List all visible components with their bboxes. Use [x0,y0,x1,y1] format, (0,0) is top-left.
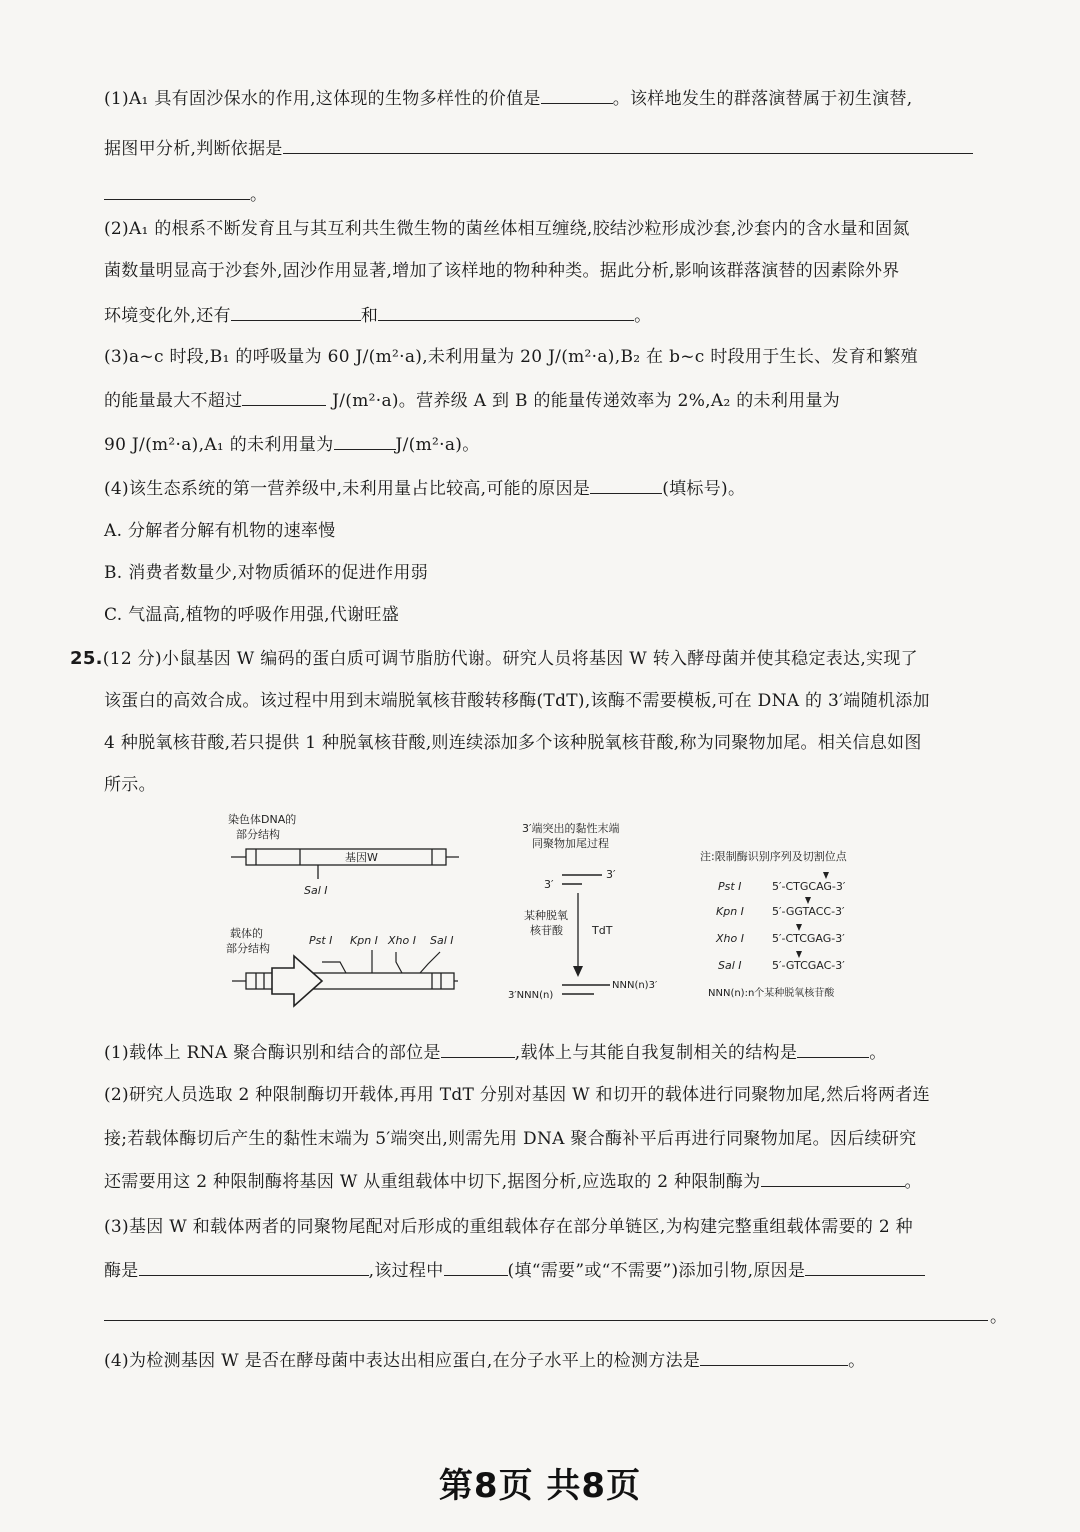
enzyme-pst-name: Pst Ⅰ [718,880,742,893]
chrom-label-2: 部分结构 [236,828,280,841]
q25-line4: 所示。 [104,775,156,795]
tail-title-2: 同聚物加尾过程 [532,837,609,850]
tdt-label: TdT [592,924,613,937]
vector-sal-site [420,952,440,973]
enzyme-xho-seq: 5′-CTCGAG-3′ [772,932,845,945]
q25-p2-line2: 接;若载体酶切后产生的黏性末端为 5′端突出,则需先用 DNA 聚合酶补平后再进行同聚物加尾。因后续研究 [104,1129,917,1149]
q25-blank-4[interactable] [139,1261,369,1276]
q25-blank-6-cont[interactable] [104,1320,988,1321]
q25-p4-text-a: (4)为检测基因 W 是否在酵母菌中表达出相应蛋白,在分子水平上的检测方法是 [104,1351,701,1371]
q24-p1-basis-label: 据图甲分析,判断依据是 [104,139,283,159]
vector-pst-label: Pst Ⅰ [309,934,333,947]
q24-p2-line2: 菌数量明显高于沙套外,固沙作用显著,增加了该样地的物种种类。据此分析,影响该群落演替的因素除外界 [104,261,900,281]
q25-number: 25. [70,648,103,669]
chrom-sal-label: Sal Ⅰ [304,884,328,897]
q25-p3-text-a: 酶是 [104,1261,139,1281]
q25-line2: 该蛋白的高效合成。该过程中用到末端脱氧核苷酸转移酶(TdT),该酶不需要模板,可在 DNA 的 3′端随机添加 [104,691,930,711]
tailed-nnn-left: 3′NNN(n) [508,990,554,1001]
enzyme-sal-seq: 5′-GTCGAC-3′ [772,959,845,972]
xho-cut-arrow-icon [796,924,802,931]
q25-blank-7[interactable] [700,1351,848,1366]
q24-p3-text-a: 的能量最大不超过 [104,391,243,411]
q24-p2-text-a: 环境变化外,还有 [104,306,231,326]
sticky-end-3-left: 3′ [544,878,554,891]
q24-p2-end: 。 [634,306,652,326]
q25-p2-text-a: 还需要用这 2 种限制酶将基因 W 从重组载体中切下,据图分析,应选取的 2 种限制酶为 [104,1172,761,1192]
q24-p2-line1: (2)A₁ 的根系不断发育且与其互利共生微生物的菌丝体相互缠绕,胶结沙粒形成沙套,沙套内的含水量和固氮 [104,219,910,239]
vector-xho-label: Xho Ⅰ [388,934,416,947]
enzyme-note-title: 注:限制酶识别序列及切割位点 [700,850,847,863]
pst-cut-arrow-icon [823,872,829,879]
vector-label-2: 部分结构 [226,942,270,955]
nucleotide-label-2: 核苷酸 [530,924,563,937]
q25-blank-6[interactable] [805,1261,925,1276]
kpn-cut-arrow-icon [805,897,811,904]
vector-xho-site [396,952,402,973]
sticky-end-3-right: 3′ [606,868,616,881]
q25-p3-end: 。 [990,1307,1008,1327]
tailed-nnn-right: NNN(n)3′ [612,980,658,991]
q24-p3-text-b: J/(m²·a)。营养级 A 到 B 的能量传递效率为 2%,A₂ 的未利用量为 [332,391,841,411]
tdt-arrow-head-icon [573,966,583,977]
q25-p3-line1: (3)基因 W 和载体两者的同聚物尾配对后形成的重组载体存在部分单链区,为构建完整重组载体需要的 2 种 [104,1217,913,1237]
q25-p3-text-c: (填“需要”或“不需要”)添加引物,原因是 [507,1261,806,1281]
enzyme-kpn-name: Kpn Ⅰ [716,905,744,918]
q24-p4-text-a: (4)该生态系统的第一营养级中,未利用量占比较高,可能的原因是 [104,479,591,499]
enzyme-kpn-seq: 5′-GGTACC-3′ [772,905,845,918]
q25-line3: 4 种脱氧核苷酸,若只提供 1 种脱氧核苷酸,则连续添加多个该种脱氧核苷酸,称为同聚物加尾。相关信息如图 [104,733,922,753]
q24-p3-text-c: 90 J/(m²·a),A₁ 的未利用量为 [104,435,334,455]
page-footer: 第8页 共8页 [438,1466,642,1506]
enzyme-sal-name: Sal Ⅰ [718,959,742,972]
q25-blank-2[interactable] [797,1043,869,1058]
q25-stem-1: (12 分)小鼠基因 W 编码的蛋白质可调节脂肪代谢。研究人员将基因 W 转入酵母菌并使其稳定表达,实现了 [102,649,918,669]
tail-title-1: 3′端突出的黏性末端 [522,822,620,835]
q25-p4-end: 。 [848,1351,866,1371]
q24-p3-text-d: J/(m²·a)。 [395,435,480,455]
q25-p2-line3 [104,1167,922,1192]
q24-p1-end: 。 [250,185,268,205]
q24-p3-line1: (3)a~c 时段,B₁ 的呼吸量为 60 J/(m²·a),未利用量为 20 J/(m²·a),B₂ 在 b~c 时段用于生长、发育和繁殖 [104,347,918,367]
q25-p1-end: 。 [869,1043,887,1063]
nucleotide-label-1: 某种脱氧 [524,909,568,922]
q25-p3-text-b: ,该过程中 [368,1261,444,1281]
q25-p1-text-b: ,载体上与其能自我复制相关的结构是 [514,1043,798,1063]
q24-p1-text-a: (1)A₁ 具有固沙保水的作用,这体现的生物多样性的价值是 [104,89,541,109]
q25-p2-end: 。 [904,1172,922,1192]
nnn-note: NNN(n):n个某种脱氧核苷酸 [708,988,835,999]
vector-label-1: 载体的 [230,927,263,940]
enzyme-xho-name: Xho Ⅰ [716,932,744,945]
enzyme-pst-seq: 5′-CTGCAG-3′ [772,880,846,893]
q24-p1-text-b: 。该样地发生的群落演替属于初生演替, [612,89,913,109]
q24-option-c: C. 气温高,植物的呼吸作用强,代谢旺盛 [104,605,400,625]
q25-blank-1[interactable] [441,1043,515,1058]
q24-option-b: B. 消费者数量少,对物质循环的促进作用弱 [104,563,429,583]
chrom-label-1: 染色体DNA的 [228,813,297,826]
q25-blank-3[interactable] [761,1172,905,1187]
q25-p4-line [104,1346,865,1371]
q24-p2-and: 和 [360,306,379,326]
sal-cut-arrow-icon [796,951,802,958]
q24-option-a: A. 分解者分解有机物的速率慢 [104,521,336,541]
q25-p1-line [104,1038,887,1063]
q24-p4-text-b: (填标号)。 [662,479,746,499]
q25-p1-text-a: (1)载体上 RNA 聚合酶识别和结合的部位是 [104,1043,441,1063]
vector-kpn-label: Kpn Ⅰ [350,934,378,947]
vector-pst-site [322,962,346,973]
q25-blank-5[interactable] [444,1261,508,1276]
gene-w-label: 基因W [345,851,378,864]
promoter-arrow-icon [272,956,322,1006]
q25-p3-line2 [104,1256,925,1281]
vector-sal-label: Sal Ⅰ [430,934,454,947]
q25-p2-line1: (2)研究人员选取 2 种限制酶切开载体,再用 TdT 分别对基因 W 和切开的载体进行同聚物加尾,然后将两者连 [104,1085,930,1105]
